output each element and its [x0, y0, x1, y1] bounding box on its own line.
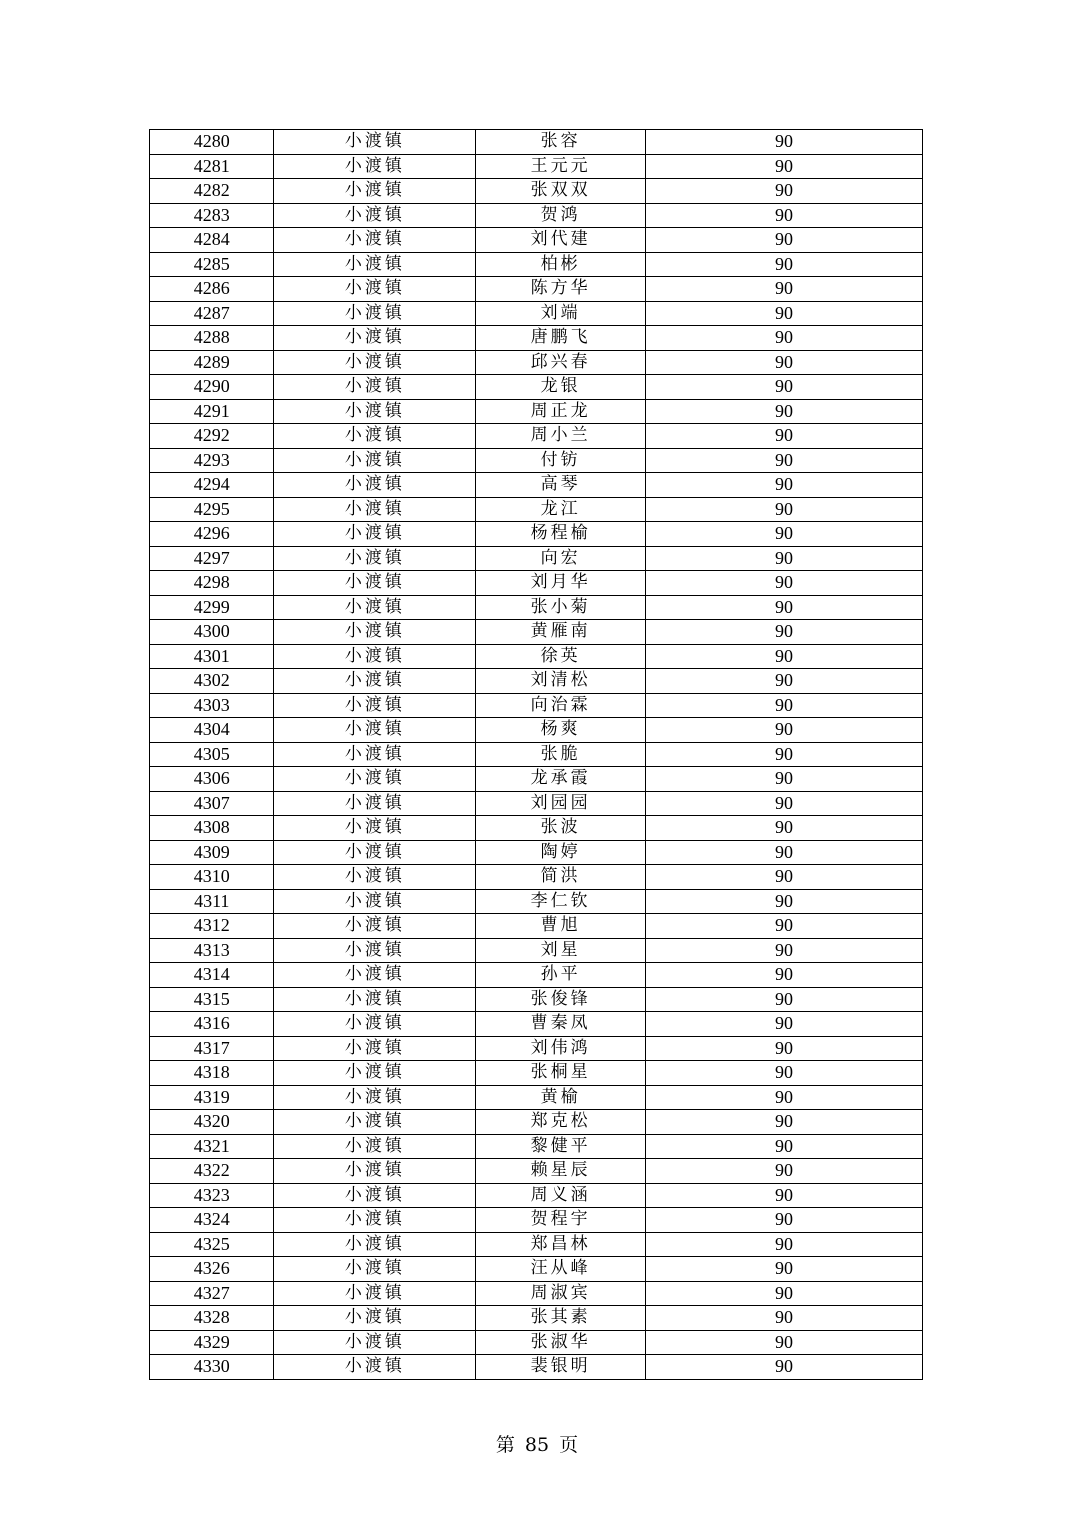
person-name-cell: 刘端: [476, 301, 646, 326]
table-row: [150, 791, 923, 816]
town-cell: 小渡镇: [274, 399, 476, 424]
score-cell: 90: [645, 693, 922, 718]
person-name-cell: 徐英: [476, 644, 646, 669]
score-cell: 90: [645, 1085, 922, 1110]
score-cell: 90: [645, 522, 922, 547]
row-number-cell: 4281: [150, 154, 274, 179]
score-cell: 90: [645, 154, 922, 179]
score-cell: 90: [645, 424, 922, 449]
table-row: [150, 571, 923, 596]
row-number-cell: 4313: [150, 938, 274, 963]
row-number-cell: 4304: [150, 718, 274, 743]
table-row: [150, 1159, 923, 1184]
town-cell: 小渡镇: [274, 963, 476, 988]
table-row: [150, 179, 923, 204]
score-cell: 90: [645, 203, 922, 228]
town-cell: 小渡镇: [274, 1306, 476, 1331]
person-name-cell: 杨程榆: [476, 522, 646, 547]
person-name-cell: 汪从峰: [476, 1257, 646, 1282]
person-name-cell: 张双双: [476, 179, 646, 204]
town-cell: 小渡镇: [274, 1257, 476, 1282]
row-number-cell: 4292: [150, 424, 274, 449]
score-cell: 90: [645, 889, 922, 914]
town-cell: 小渡镇: [274, 644, 476, 669]
row-number-cell: 4326: [150, 1257, 274, 1282]
person-name-cell: 简洪: [476, 865, 646, 890]
page-footer-suffix: 页: [559, 1434, 579, 1456]
person-name-cell: 贺鸿: [476, 203, 646, 228]
table-row: [150, 1232, 923, 1257]
town-cell: 小渡镇: [274, 987, 476, 1012]
town-cell: 小渡镇: [274, 620, 476, 645]
row-number-cell: 4291: [150, 399, 274, 424]
town-cell: 小渡镇: [274, 1232, 476, 1257]
person-name-cell: 张容: [476, 130, 646, 155]
score-cell: 90: [645, 277, 922, 302]
row-number-cell: 4287: [150, 301, 274, 326]
person-name-cell: 张其素: [476, 1306, 646, 1331]
town-cell: 小渡镇: [274, 595, 476, 620]
score-cell: 90: [645, 326, 922, 351]
person-name-cell: 李仁钦: [476, 889, 646, 914]
town-cell: 小渡镇: [274, 448, 476, 473]
table-row: [150, 301, 923, 326]
town-cell: 小渡镇: [274, 938, 476, 963]
score-cell: 90: [645, 1036, 922, 1061]
row-number-cell: 4284: [150, 228, 274, 253]
score-cell: 90: [645, 742, 922, 767]
score-cell: 90: [645, 252, 922, 277]
town-cell: 小渡镇: [274, 203, 476, 228]
score-cell: 90: [645, 448, 922, 473]
person-name-cell: 邱兴春: [476, 350, 646, 375]
table-row: [150, 865, 923, 890]
town-cell: 小渡镇: [274, 1355, 476, 1380]
row-number-cell: 4309: [150, 840, 274, 865]
score-cell: 90: [645, 816, 922, 841]
person-name-cell: 黎健平: [476, 1134, 646, 1159]
score-cell: 90: [645, 1232, 922, 1257]
score-cell: 90: [645, 718, 922, 743]
row-number-cell: 4321: [150, 1134, 274, 1159]
town-cell: 小渡镇: [274, 497, 476, 522]
table-row: [150, 546, 923, 571]
table-row: [150, 914, 923, 939]
row-number-cell: 4293: [150, 448, 274, 473]
score-cell: 90: [645, 669, 922, 694]
row-number-cell: 4302: [150, 669, 274, 694]
person-name-cell: 张脆: [476, 742, 646, 767]
person-name-cell: 杨爽: [476, 718, 646, 743]
town-cell: 小渡镇: [274, 473, 476, 498]
row-number-cell: 4312: [150, 914, 274, 939]
row-number-cell: 4306: [150, 767, 274, 792]
table-row: [150, 1110, 923, 1135]
score-cell: 90: [645, 1159, 922, 1184]
row-number-cell: 4289: [150, 350, 274, 375]
score-cell: 90: [645, 350, 922, 375]
town-cell: 小渡镇: [274, 718, 476, 743]
town-cell: 小渡镇: [274, 375, 476, 400]
table-row: [150, 350, 923, 375]
row-number-cell: 4328: [150, 1306, 274, 1331]
score-cell: 90: [645, 497, 922, 522]
table-row: [150, 767, 923, 792]
roster-table: [149, 129, 923, 1380]
row-number-cell: 4280: [150, 130, 274, 155]
table-row: [150, 840, 923, 865]
person-name-cell: 孙平: [476, 963, 646, 988]
row-number-cell: 4290: [150, 375, 274, 400]
score-cell: 90: [645, 1306, 922, 1331]
score-cell: 90: [645, 938, 922, 963]
town-cell: 小渡镇: [274, 130, 476, 155]
person-name-cell: 高琴: [476, 473, 646, 498]
row-number-cell: 4329: [150, 1330, 274, 1355]
town-cell: 小渡镇: [274, 693, 476, 718]
table-row: [150, 1355, 923, 1380]
town-cell: 小渡镇: [274, 1183, 476, 1208]
table-row: [150, 644, 923, 669]
score-cell: 90: [645, 179, 922, 204]
table-row: [150, 326, 923, 351]
table-row: [150, 448, 923, 473]
score-cell: 90: [645, 130, 922, 155]
town-cell: 小渡镇: [274, 1061, 476, 1086]
town-cell: 小渡镇: [274, 669, 476, 694]
score-cell: 90: [645, 865, 922, 890]
row-number-cell: 4311: [150, 889, 274, 914]
score-cell: 90: [645, 546, 922, 571]
row-number-cell: 4310: [150, 865, 274, 890]
person-name-cell: 周淑宾: [476, 1281, 646, 1306]
town-cell: 小渡镇: [274, 865, 476, 890]
table-row: [150, 1183, 923, 1208]
table-row: [150, 497, 923, 522]
row-number-cell: 4299: [150, 595, 274, 620]
person-name-cell: 周小兰: [476, 424, 646, 449]
town-cell: 小渡镇: [274, 252, 476, 277]
table-row: [150, 399, 923, 424]
score-cell: 90: [645, 571, 922, 596]
score-cell: 90: [645, 228, 922, 253]
table-row: [150, 693, 923, 718]
person-name-cell: 龙江: [476, 497, 646, 522]
score-cell: 90: [645, 620, 922, 645]
town-cell: 小渡镇: [274, 816, 476, 841]
table-row: [150, 1281, 923, 1306]
score-cell: 90: [645, 1183, 922, 1208]
town-cell: 小渡镇: [274, 301, 476, 326]
town-cell: 小渡镇: [274, 1110, 476, 1135]
person-name-cell: 张桐星: [476, 1061, 646, 1086]
page-number: 85: [524, 1434, 550, 1456]
table-row: [150, 1085, 923, 1110]
row-number-cell: 4295: [150, 497, 274, 522]
person-name-cell: 郑克松: [476, 1110, 646, 1135]
town-cell: 小渡镇: [274, 1012, 476, 1037]
page-footer-prefix: 第: [495, 1434, 515, 1456]
row-number-cell: 4318: [150, 1061, 274, 1086]
person-name-cell: 周义涵: [476, 1183, 646, 1208]
person-name-cell: 刘月华: [476, 571, 646, 596]
person-name-cell: 张波: [476, 816, 646, 841]
table-row: [150, 1257, 923, 1282]
town-cell: 小渡镇: [274, 1036, 476, 1061]
person-name-cell: 曹秦凤: [476, 1012, 646, 1037]
person-name-cell: 刘代建: [476, 228, 646, 253]
town-cell: 小渡镇: [274, 1134, 476, 1159]
person-name-cell: 裴银明: [476, 1355, 646, 1380]
town-cell: 小渡镇: [274, 228, 476, 253]
town-cell: 小渡镇: [274, 350, 476, 375]
person-name-cell: 刘清松: [476, 669, 646, 694]
person-name-cell: 向宏: [476, 546, 646, 571]
score-cell: 90: [645, 1110, 922, 1135]
table-row: [150, 1306, 923, 1331]
table-row: [150, 816, 923, 841]
table-row: [150, 718, 923, 743]
table-row: [150, 987, 923, 1012]
town-cell: 小渡镇: [274, 840, 476, 865]
table-row: [150, 938, 923, 963]
person-name-cell: 贺程宇: [476, 1208, 646, 1233]
town-cell: 小渡镇: [274, 742, 476, 767]
town-cell: 小渡镇: [274, 571, 476, 596]
row-number-cell: 4283: [150, 203, 274, 228]
person-name-cell: 柏彬: [476, 252, 646, 277]
table-row: [150, 154, 923, 179]
row-number-cell: 4301: [150, 644, 274, 669]
town-cell: 小渡镇: [274, 326, 476, 351]
person-name-cell: 向治霖: [476, 693, 646, 718]
person-name-cell: 龙银: [476, 375, 646, 400]
table-row: [150, 1012, 923, 1037]
table-row: [150, 130, 923, 155]
row-number-cell: 4317: [150, 1036, 274, 1061]
town-cell: 小渡镇: [274, 1330, 476, 1355]
score-cell: 90: [645, 473, 922, 498]
person-name-cell: 王元元: [476, 154, 646, 179]
score-cell: 90: [645, 301, 922, 326]
score-cell: 90: [645, 375, 922, 400]
town-cell: 小渡镇: [274, 1085, 476, 1110]
person-name-cell: 陶婷: [476, 840, 646, 865]
person-name-cell: 张淑华: [476, 1330, 646, 1355]
person-name-cell: 曹旭: [476, 914, 646, 939]
score-cell: 90: [645, 595, 922, 620]
row-number-cell: 4298: [150, 571, 274, 596]
town-cell: 小渡镇: [274, 154, 476, 179]
person-name-cell: 陈方华: [476, 277, 646, 302]
row-number-cell: 4330: [150, 1355, 274, 1380]
row-number-cell: 4288: [150, 326, 274, 351]
row-number-cell: 4305: [150, 742, 274, 767]
table-row: [150, 595, 923, 620]
score-cell: 90: [645, 1134, 922, 1159]
person-name-cell: 张俊锋: [476, 987, 646, 1012]
person-name-cell: 周正龙: [476, 399, 646, 424]
table-row: [150, 1061, 923, 1086]
town-cell: 小渡镇: [274, 424, 476, 449]
table-row: [150, 375, 923, 400]
table-row: [150, 620, 923, 645]
town-cell: 小渡镇: [274, 546, 476, 571]
table-row: [150, 1036, 923, 1061]
row-number-cell: 4314: [150, 963, 274, 988]
row-number-cell: 4296: [150, 522, 274, 547]
town-cell: 小渡镇: [274, 1159, 476, 1184]
table-row: [150, 1330, 923, 1355]
row-number-cell: 4285: [150, 252, 274, 277]
table-row: [150, 252, 923, 277]
town-cell: 小渡镇: [274, 889, 476, 914]
score-cell: 90: [645, 914, 922, 939]
score-cell: 90: [645, 1012, 922, 1037]
score-cell: 90: [645, 963, 922, 988]
score-cell: 90: [645, 791, 922, 816]
person-name-cell: 龙承霞: [476, 767, 646, 792]
town-cell: 小渡镇: [274, 522, 476, 547]
town-cell: 小渡镇: [274, 914, 476, 939]
score-cell: 90: [645, 1257, 922, 1282]
table-row: [150, 424, 923, 449]
row-number-cell: 4315: [150, 987, 274, 1012]
row-number-cell: 4327: [150, 1281, 274, 1306]
town-cell: 小渡镇: [274, 1208, 476, 1233]
row-number-cell: 4325: [150, 1232, 274, 1257]
score-cell: 90: [645, 1330, 922, 1355]
score-cell: 90: [645, 1281, 922, 1306]
table-row: [150, 669, 923, 694]
score-cell: 90: [645, 1061, 922, 1086]
town-cell: 小渡镇: [274, 277, 476, 302]
row-number-cell: 4297: [150, 546, 274, 571]
table-row: [150, 1208, 923, 1233]
score-cell: 90: [645, 644, 922, 669]
score-cell: 90: [645, 767, 922, 792]
town-cell: 小渡镇: [274, 179, 476, 204]
person-name-cell: 赖星辰: [476, 1159, 646, 1184]
row-number-cell: 4286: [150, 277, 274, 302]
town-cell: 小渡镇: [274, 791, 476, 816]
town-cell: 小渡镇: [274, 1281, 476, 1306]
person-name-cell: 刘伟鸿: [476, 1036, 646, 1061]
table-row: [150, 889, 923, 914]
person-name-cell: 唐鹏飞: [476, 326, 646, 351]
table-row: [150, 473, 923, 498]
table-row: [150, 963, 923, 988]
score-cell: 90: [645, 1355, 922, 1380]
row-number-cell: 4282: [150, 179, 274, 204]
score-cell: 90: [645, 399, 922, 424]
row-number-cell: 4323: [150, 1183, 274, 1208]
table-row: [150, 1134, 923, 1159]
page-footer: [0, 1430, 1074, 1457]
score-cell: 90: [645, 840, 922, 865]
table-row: [150, 522, 923, 547]
town-cell: 小渡镇: [274, 767, 476, 792]
row-number-cell: 4324: [150, 1208, 274, 1233]
score-cell: 90: [645, 1208, 922, 1233]
person-name-cell: 付钫: [476, 448, 646, 473]
person-name-cell: 郑昌林: [476, 1232, 646, 1257]
row-number-cell: 4316: [150, 1012, 274, 1037]
person-name-cell: 黄榆: [476, 1085, 646, 1110]
score-cell: 90: [645, 987, 922, 1012]
table-row: [150, 203, 923, 228]
row-number-cell: 4303: [150, 693, 274, 718]
row-number-cell: 4320: [150, 1110, 274, 1135]
row-number-cell: 4307: [150, 791, 274, 816]
person-name-cell: 张小菊: [476, 595, 646, 620]
roster-table-body: [150, 130, 923, 1380]
row-number-cell: 4300: [150, 620, 274, 645]
person-name-cell: 刘园园: [476, 791, 646, 816]
table-row: [150, 277, 923, 302]
row-number-cell: 4322: [150, 1159, 274, 1184]
person-name-cell: 黄雁南: [476, 620, 646, 645]
row-number-cell: 4294: [150, 473, 274, 498]
row-number-cell: 4319: [150, 1085, 274, 1110]
table-row: [150, 228, 923, 253]
table-row: [150, 742, 923, 767]
row-number-cell: 4308: [150, 816, 274, 841]
person-name-cell: 刘星: [476, 938, 646, 963]
